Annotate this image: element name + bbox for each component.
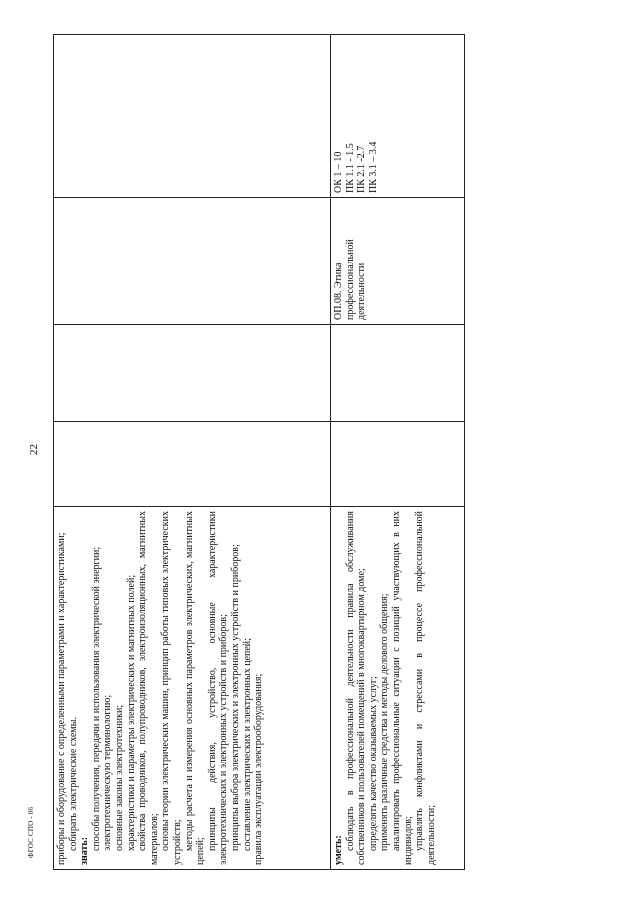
know-item: основы теории электрических машин, принцип работы типовых электрических устройств; xyxy=(160,511,183,865)
hours-required-cell xyxy=(54,325,465,422)
skills-block-ethics xyxy=(330,507,439,869)
can-item: определять качество оказываемых услуг; xyxy=(367,676,379,851)
know-item: свойства проводников, полупроводников, электроизоляционных, магнитных материалов; xyxy=(137,511,160,865)
can-heading: уметь: xyxy=(333,835,344,865)
competences-cell xyxy=(54,35,465,198)
know-item: составление электрических и электронных цепей; xyxy=(241,638,253,851)
know-item: правила эксплуатации электрооборудования; xyxy=(253,673,265,865)
can-item: управлять конфликтами и стрессами в процессе профессиональной деятельности; xyxy=(414,511,437,865)
hours-max-cell xyxy=(54,422,465,507)
skills-block-electrical xyxy=(54,507,330,869)
know-item: основные законы электротехники; xyxy=(113,704,125,851)
skills-line: приборы и оборудование с определенными параметрами и характеристиками; xyxy=(56,532,67,865)
curriculum-table xyxy=(53,35,465,870)
discipline-cell xyxy=(54,198,465,325)
know-item: принципы выбора электрических и электронных устройств и приборов; xyxy=(229,544,241,851)
discipline-name: ОП.08. Этика профессиональной деятельности xyxy=(333,239,368,320)
competence-code: ПК 2.1 -2.7 xyxy=(356,145,368,193)
competence-code: ОК 1 – 10 xyxy=(333,151,344,193)
can-item: соблюдать в профессиональной деятельности правила обслуживания собственников и пользователей помещений в многоквартирном доме; xyxy=(344,511,368,865)
skills-line: собирать электрические схемы. xyxy=(67,717,79,851)
know-heading: знать: xyxy=(79,836,91,865)
know-item: методы расчета и измерения основных параметров электрических, магнитных цепей; xyxy=(183,511,207,865)
know-item: принципы действия, устройство, основные характеристики электротехнических и электронных устройств и приборов; xyxy=(206,511,230,865)
know-item: электротехническую терминологию; xyxy=(102,694,114,851)
can-item: анализировать профессиональные ситуации с позиций участвующих в них индивидов; xyxy=(390,511,414,865)
footer-standard: ФГОС СПО - 06 xyxy=(27,806,35,858)
competence-code: ПК 1.1 - 1.5 xyxy=(344,143,356,193)
know-item: способы получения, передачи и использования электрической энергии; xyxy=(90,546,102,851)
know-item: характеристики и параметры электрических и магнитных полей; xyxy=(125,574,137,851)
can-item: применять различные средства и методы делового общения; xyxy=(379,593,391,851)
page-number: 22 xyxy=(28,444,40,455)
competence-code: ПК 3.1 – 3.4 xyxy=(367,141,379,193)
skills-cell xyxy=(54,507,465,870)
